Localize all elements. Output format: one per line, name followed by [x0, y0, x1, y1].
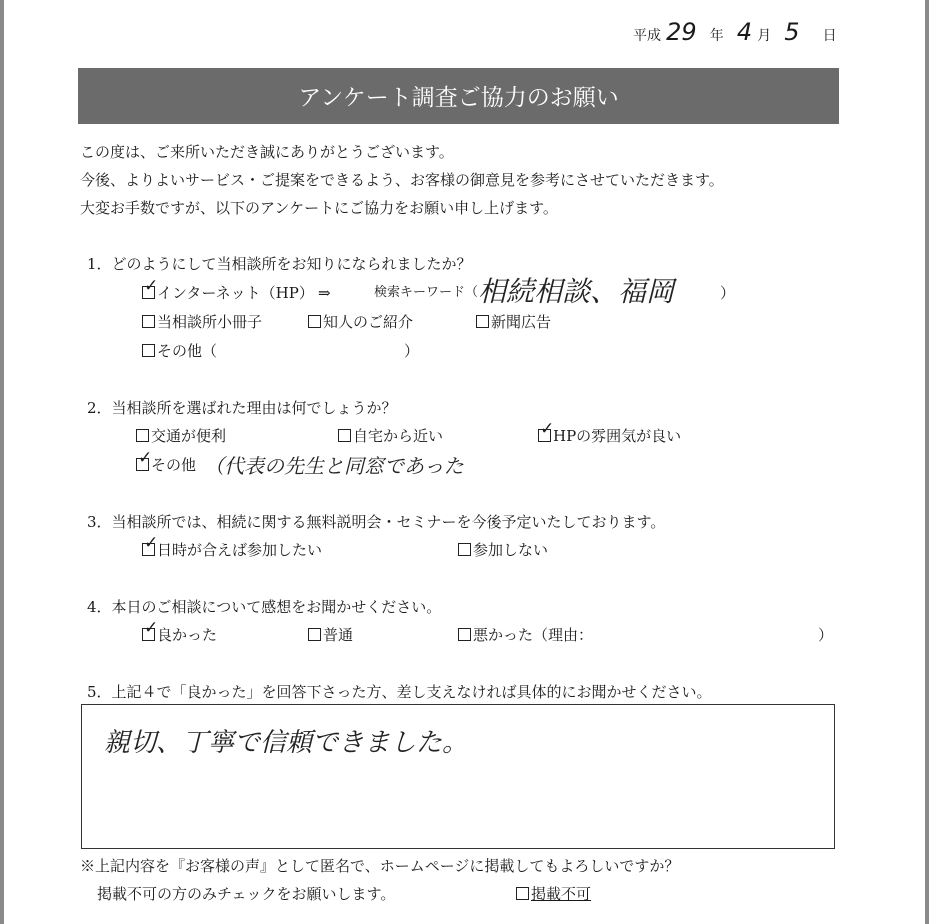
- q3-no-checkbox[interactable]: [458, 543, 471, 556]
- check-mark-icon: ✓: [144, 276, 159, 296]
- q4-normal-checkbox[interactable]: [308, 628, 321, 641]
- check-mark-icon: ✓: [144, 618, 159, 638]
- date-era: 平成: [633, 28, 661, 44]
- q2-other-value: （代表の先生と同窓であった: [204, 454, 464, 478]
- q1-question: 1．どのようにして当相談所をお知りになられましたか？: [87, 255, 472, 273]
- q2-option-transport[interactable]: [136, 426, 226, 446]
- q3-yes-label: 日時が合えば参加したい: [157, 541, 323, 559]
- q1-arrow: ⇒: [318, 284, 331, 302]
- q1-option-newspaper[interactable]: [476, 312, 551, 332]
- intro-line-3: 大変お手数ですが、以下のアンケートにご協力をお願い申し上げます。: [80, 199, 558, 217]
- date-year-unit: 年: [709, 28, 724, 44]
- q1-internet-label: インターネット（HP）: [157, 284, 314, 302]
- q1-referral-label: 知人のご紹介: [323, 313, 414, 331]
- q1-booklet-checkbox[interactable]: [142, 315, 155, 328]
- q2-question: 2．当相談所を選ばれた理由は何でしょうか？: [87, 399, 397, 417]
- page-border-left: [0, 0, 4, 924]
- q4-option-bad[interactable]: [458, 625, 593, 645]
- page-title: アンケート調査ご協力のお願い: [78, 68, 839, 124]
- q2-transport-checkbox[interactable]: [136, 429, 149, 442]
- q1-option-referral[interactable]: [308, 312, 413, 332]
- check-mark-icon: ✓: [144, 533, 159, 553]
- q3-yes-checkbox[interactable]: [142, 533, 159, 556]
- q1-other-close: ）: [404, 342, 420, 360]
- q5-answer-text: 親切、丁寧で信頼できました。: [104, 728, 469, 758]
- q4-good-checkbox[interactable]: [142, 618, 159, 641]
- q1-booklet-label: 当相談所小冊子: [157, 313, 263, 331]
- q4-good-label: 良かった: [157, 626, 218, 644]
- q3-no-label: 参加しない: [473, 541, 549, 559]
- q1-search-label: 検索キーワード（: [374, 285, 479, 300]
- q1-option-internet[interactable]: [142, 276, 314, 303]
- date-day-unit: 日: [822, 28, 837, 44]
- q1-option-other[interactable]: [142, 341, 217, 361]
- footer-option-no-publish[interactable]: [516, 884, 591, 904]
- q1-other-checkbox[interactable]: [142, 344, 155, 357]
- q1-close-paren: ）: [720, 284, 736, 302]
- q2-hp-checkbox[interactable]: [538, 419, 555, 442]
- q2-option-hp[interactable]: [538, 419, 682, 446]
- date-month-unit: 月: [757, 28, 772, 44]
- q4-bad-checkbox[interactable]: [458, 628, 471, 641]
- q4-question: 4．本日のご相談について感想をお聞かせください。: [87, 598, 442, 616]
- check-mark-icon: ✓: [540, 419, 555, 439]
- q2-home-checkbox[interactable]: [338, 429, 351, 442]
- q1-newspaper-label: 新聞広告: [491, 313, 552, 331]
- q4-bad-label: 悪かった（理由：: [473, 626, 594, 644]
- q1-other-label: その他（: [157, 342, 218, 360]
- date-month: 4: [736, 18, 753, 46]
- q1-option-booklet[interactable]: [142, 312, 262, 332]
- q2-option-other[interactable]: [136, 448, 197, 475]
- no-publish-checkbox[interactable]: [516, 887, 529, 900]
- q2-other-label: その他: [151, 456, 197, 474]
- q3-option-yes[interactable]: [142, 533, 323, 560]
- q4-option-normal[interactable]: [308, 625, 353, 645]
- date-line: [633, 18, 837, 46]
- q4-option-good[interactable]: [142, 618, 218, 645]
- q1-referral-checkbox[interactable]: [308, 315, 321, 328]
- footer-note-line-1: ※上記内容を『お客様の声』として匿名で、ホームページに掲載してもよろしいですか？: [80, 857, 680, 875]
- q1-internet-checkbox[interactable]: [142, 276, 159, 299]
- intro-line-2: 今後、よりよいサービス・ご提案をできるよう、お客様の御意見を参考にさせていただきます。: [80, 171, 724, 189]
- q2-option-home[interactable]: [338, 426, 443, 446]
- q2-other-checkbox[interactable]: [136, 448, 153, 471]
- page-border-right: [925, 0, 929, 924]
- q2-home-label: 自宅から近い: [353, 427, 444, 445]
- check-mark-icon: ✓: [138, 448, 153, 468]
- q3-question: 3．当相談所では、相続に関する無料説明会・セミナーを今後予定いたしております。: [87, 513, 666, 531]
- date-day: 5: [784, 18, 800, 46]
- q4-normal-label: 普通: [323, 626, 354, 644]
- footer-note-line-2: 掲載不可の方のみチェックをお願いします。: [97, 885, 396, 903]
- q5-question: 5．上記４で「良かった」を回答下さった方、差し支えなければ具体的にお聞かせください。: [87, 683, 712, 701]
- date-year: 29: [666, 18, 697, 46]
- q1-search-value: 相続相談、福岡: [478, 275, 675, 308]
- intro-line-1: この度は、ご来所いただき誠にありがとうございます。: [80, 143, 454, 161]
- q3-option-no[interactable]: [458, 540, 548, 560]
- no-publish-label: 掲載不可: [531, 885, 592, 903]
- q1-newspaper-checkbox[interactable]: [476, 315, 489, 328]
- q4-bad-close: ）: [818, 626, 834, 644]
- q2-hp-label: HPの雰囲気が良い: [553, 427, 682, 445]
- q2-transport-label: 交通が便利: [151, 427, 227, 445]
